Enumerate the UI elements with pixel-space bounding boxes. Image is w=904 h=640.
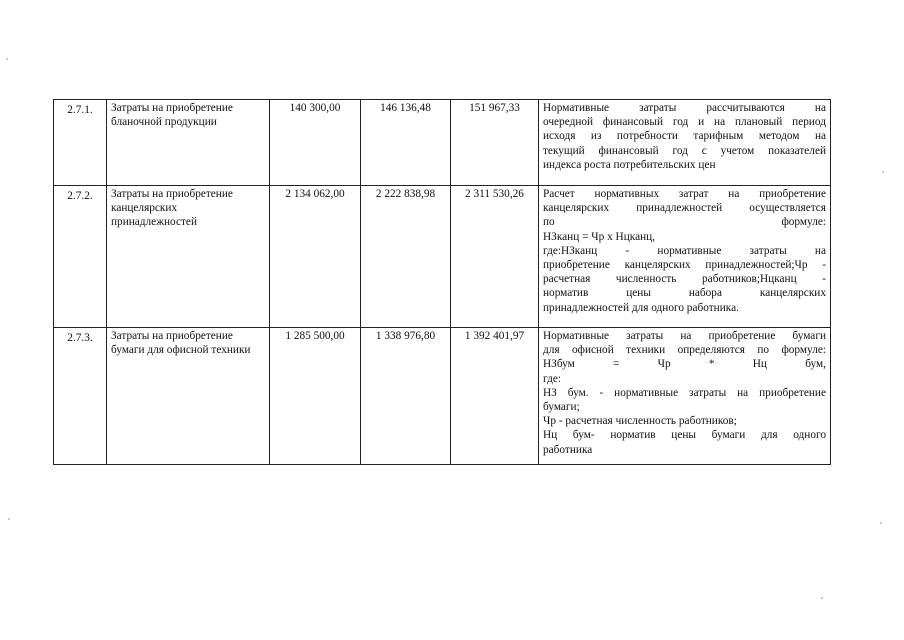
description-line: норматив цены набора канцелярских xyxy=(543,287,826,300)
table-row xyxy=(54,100,831,186)
description-line: Чр - расчетная численность работников; xyxy=(543,415,737,428)
value-year-2: 1 338 976,80 xyxy=(361,328,451,465)
description-line: НЗбум = Чр * Нц бум, xyxy=(543,358,826,371)
value-year-2: 146 136,48 xyxy=(361,100,451,186)
value-year-2: 2 222 838,98 xyxy=(361,186,451,328)
value-year-3: 1 392 401,97 xyxy=(451,328,539,465)
description-line xyxy=(543,215,826,229)
scan-speck xyxy=(882,171,884,173)
description-line: индекса роста потребительских цен xyxy=(543,158,716,171)
description-line: работника xyxy=(543,443,593,456)
value-year-1: 2 134 062,00 xyxy=(270,186,361,328)
description-line: бумаги; xyxy=(543,401,580,414)
description-line: Расчет нормативных затрат на приобретение xyxy=(543,188,826,200)
value-year-3: 151 967,33 xyxy=(451,100,539,186)
description-line: Нормативные затраты рассчитываются на xyxy=(543,102,826,114)
calculation-description xyxy=(539,186,831,328)
description-line: исходя из потребности тарифным методом на xyxy=(543,130,826,143)
value-year-1: 1 285 500,00 xyxy=(270,328,361,465)
row-number: 2.7.1. xyxy=(54,100,107,186)
description-line: где:НЗканц - нормативные затраты на xyxy=(543,244,826,257)
row-number: 2.7.3. xyxy=(54,328,107,465)
cost-item-name-text: Затраты на приобретение бумаги для офисной техники xyxy=(111,330,251,357)
description-line: для офисной техники определяются по формуле: xyxy=(543,344,826,357)
cost-item-name xyxy=(107,186,270,328)
scan-speck xyxy=(821,597,823,599)
description-line: где: xyxy=(543,372,561,385)
description-line: Нц бум- норматив цены бумаги для одного xyxy=(543,429,826,442)
scan-speck xyxy=(6,58,8,60)
description-line: НЗканц = Чр х Нцканц, xyxy=(543,230,655,243)
cost-item-name xyxy=(107,100,270,186)
description-line: канцелярских принадлежностей осуществляется xyxy=(543,202,826,215)
calculation-description xyxy=(539,100,831,186)
description-line: НЗ бум. - нормативные затраты на приобретение xyxy=(543,386,826,399)
scan-speck xyxy=(880,522,882,524)
value-year-3: 2 311 530,26 xyxy=(451,186,539,328)
table-row xyxy=(54,186,831,328)
formula-prefix: по формуле: xyxy=(543,216,826,229)
cost-item-name xyxy=(107,328,270,465)
calculation-description xyxy=(539,328,831,465)
description-line: очередной финансовый год и на плановый период xyxy=(543,116,826,129)
description-line: текущий финансовый год с учетом показателей xyxy=(543,144,826,157)
row-number: 2.7.2. xyxy=(54,186,107,328)
description-line: приобретение канцелярских принадлежностей;Чр - xyxy=(543,259,826,272)
description-line: Нормативные затраты на приобретение бумаги xyxy=(543,330,826,342)
cost-item-name-text: Затраты на приобретение бланочной продукции xyxy=(111,102,233,129)
description-line: расчетная численность работников;Нцканц - xyxy=(543,273,826,286)
description-line: принадлежностей для одного работника. xyxy=(543,301,739,314)
table-row xyxy=(54,328,831,465)
cost-table xyxy=(53,99,831,465)
cost-item-name-text: Затраты на приобретение канцелярских принадлежностей xyxy=(111,188,233,229)
scan-speck xyxy=(8,518,10,520)
value-year-1: 140 300,00 xyxy=(270,100,361,186)
